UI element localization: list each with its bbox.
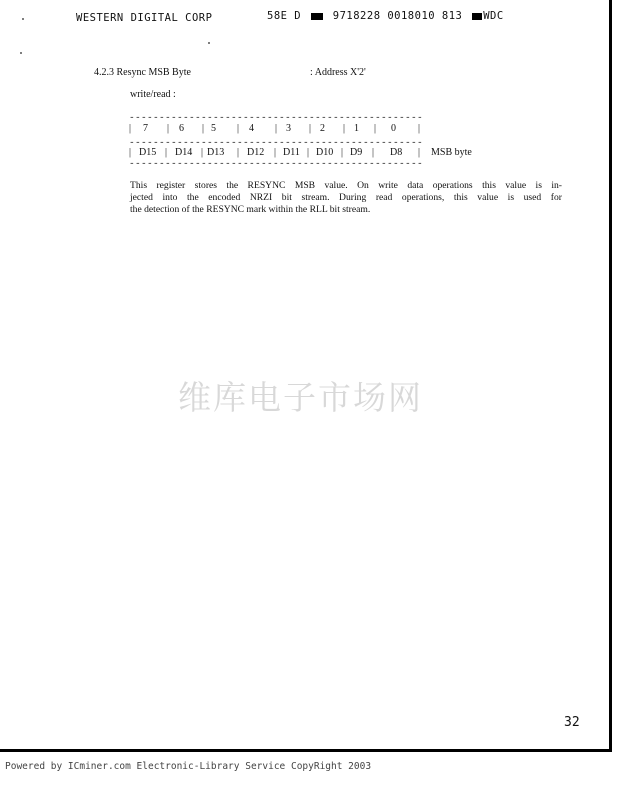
bit-number: 3 [286, 123, 291, 134]
bit-name: D12 [247, 147, 265, 158]
barcode-block-2 [472, 13, 482, 20]
register-label: MSB byte [431, 147, 472, 158]
scan-speck [20, 52, 22, 54]
header-number: 9718228 0018010 813 [332, 10, 463, 22]
cell-divider: | [341, 147, 344, 158]
cell-divider: | [307, 147, 310, 158]
cell-divider: | [374, 123, 377, 134]
register-bottom-border: ------------------------------------------------- [129, 158, 424, 169]
bit-number: 7 [143, 123, 148, 134]
register-middle-border: ------------------------------------------------- [129, 137, 424, 148]
bit-number: 2 [320, 123, 325, 134]
bit-number: 5 [211, 123, 216, 134]
header-code-text: 58E D [267, 10, 302, 22]
cell-divider: | [274, 147, 277, 158]
description-line: This register stores the RESYNC MSB value. On write data operations this value is in- [130, 180, 562, 191]
header-code [267, 10, 504, 22]
bit-name: D9 [350, 147, 363, 158]
description-line: jected into the encoded NRZI bit stream. During read operations, this value is used for [130, 192, 562, 203]
bit-name: D15 [139, 147, 157, 158]
description-line: the detection of the RESYNC mark within the RLL bit stream. [130, 204, 371, 215]
cell-divider: | [309, 123, 312, 134]
cell-divider: | [418, 123, 421, 134]
cell-divider: | [343, 123, 346, 134]
section-address: : Address X'2' [310, 67, 366, 78]
bit-name: D8 [390, 147, 403, 158]
cell-divider: | [129, 123, 132, 134]
bit-name: D13 [207, 147, 225, 158]
bit-name: D14 [175, 147, 193, 158]
cell-divider: | [165, 147, 168, 158]
register-bit-number-row [129, 123, 429, 137]
scan-speck [208, 42, 210, 44]
bit-name: D10 [316, 147, 334, 158]
cell-divider: | [129, 147, 132, 158]
page-number: 32 [564, 715, 580, 730]
description-paragraph [130, 180, 562, 216]
header-company: WESTERN DIGITAL CORP [76, 12, 213, 24]
bit-number: 1 [354, 123, 359, 134]
cell-divider: | [418, 147, 421, 158]
cell-divider: | [237, 147, 240, 158]
barcode-block-1 [311, 13, 323, 20]
cell-divider: | [201, 147, 204, 158]
access-mode: write/read : [130, 89, 176, 100]
cell-divider: | [202, 123, 205, 134]
bit-number: 4 [249, 123, 254, 134]
register-top-border: ------------------------------------------------- [129, 112, 424, 123]
bit-name: D11 [283, 147, 300, 158]
bit-number: 6 [179, 123, 184, 134]
cell-divider: | [275, 123, 278, 134]
cell-divider: | [237, 123, 240, 134]
cell-divider: | [372, 147, 375, 158]
header-suffix: WDC [483, 10, 504, 22]
footer-credit: Powered by ICminer.com Electronic-Library Service CopyRight 2003 [5, 761, 372, 772]
section-title: 4.2.3 Resync MSB Byte [94, 67, 191, 78]
watermark: 维库电子市场网 [178, 378, 423, 417]
cell-divider: | [167, 123, 170, 134]
bit-number: 0 [391, 123, 396, 134]
scan-speck [22, 18, 24, 20]
